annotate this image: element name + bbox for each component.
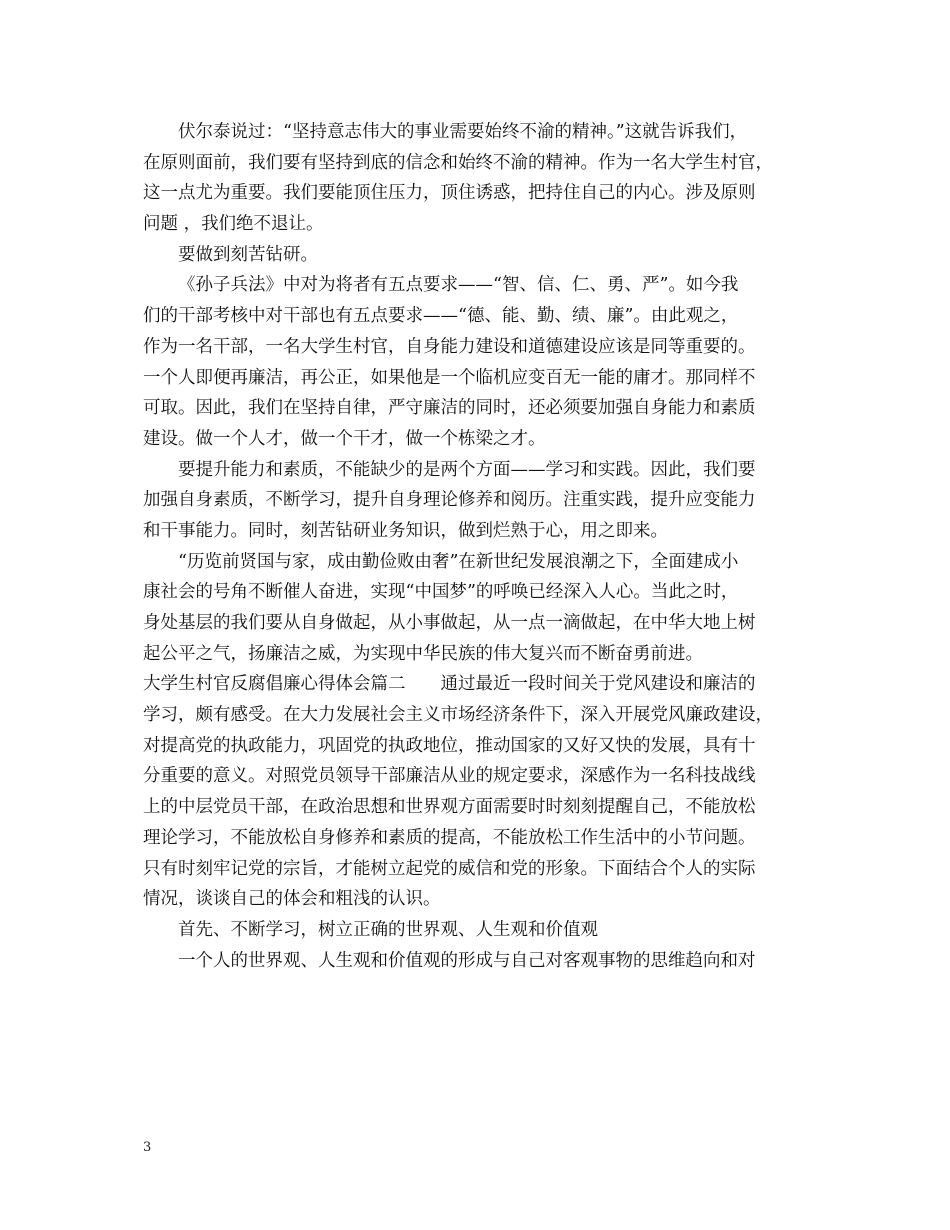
- text-line: 建设。做一个人才，做一个干才，做一个栋梁之才。: [143, 428, 546, 449]
- text-line: 《孙子兵法》中对为将者有五点要求——“智、信、仁、勇、严”。如今我: [178, 275, 739, 296]
- section-heading: 首先、不断学习，树立正确的世界观、人生观和价值观: [178, 919, 598, 940]
- text-line: 在原则面前，我们要有坚持到底的信念和始终不渝的精神。作为一名大学生村官，: [143, 152, 773, 173]
- text-line: 一个人的世界观、人生观和价值观的形成与自己对客观事物的思维趋向和对: [178, 950, 756, 971]
- text-line: 加强自身素质，不断学习，提升自身理论修养和阅历。注重实践，提升应变能力: [143, 490, 756, 511]
- text-line: 情况，谈谈自己的体会和粗浅的认识。: [143, 889, 441, 910]
- text-line: 作为一名干部，一名大学生村官，自身能力建设和道德建设应该是同等重要的。: [143, 336, 756, 357]
- text-line: 们的干部考核中对干部也有五点要求——“德、能、勤、绩、廉”。由此观之，: [143, 306, 739, 327]
- text-line: 可取。因此，我们在坚持自律，严守廉洁的同时，还必须要加强自身能力和素质: [143, 398, 756, 419]
- text-line: 身处基层的我们要从自身做起，从小事做起，从一点一滴做起，在中华大地上树: [143, 613, 756, 633]
- section-heading: 要做到刻苦钻研。: [178, 244, 318, 265]
- text-line: 上的中层党员干部，在政治思想和世界观方面需要时时刻刻提醒自己，不能放松: [143, 797, 756, 818]
- article-title-line: 大学生村官反腐倡廉心得体会篇二 通过最近一段时间关于党风建设和廉洁的: [143, 674, 756, 695]
- text-line: 学习，颇有感受。在大力发展社会主义市场经济条件下，深入开展党风廉政建设，: [143, 705, 773, 726]
- text-line: 康社会的号角不断催人奋进，实现“中国梦”的呼唤已经深入人心。当此之时，: [143, 582, 739, 603]
- text-line: 理论学习，不能放松自身修养和素质的提高，不能放松工作生活中的小节问题。: [143, 827, 756, 848]
- page-number: 3: [143, 1140, 152, 1155]
- text-line: 这一点尤为重要。我们要能顶住压力，顶住诱惑，把持住自己的内心。涉及原则: [143, 183, 756, 204]
- text-line: 对提高党的执政能力，巩固党的执政地位，推动国家的又好又快的发展，具有十: [143, 735, 756, 756]
- document-body: [143, 117, 823, 976]
- text-line: “历览前贤国与家，成由勤俭败由奢”在新世纪发展浪潮之下，全面建成小: [178, 551, 739, 572]
- text-line: 和干事能力。同时，刻苦钻研业务知识，做到烂熟于心，用之即来。: [143, 520, 668, 541]
- text-line: 问题 ，我们绝不退让。: [143, 214, 324, 235]
- text-line: 只有时刻牢记党的宗旨，才能树立起党的威信和党的形象。下面结合个人的实际: [143, 858, 756, 879]
- text-line: 要提升能力和素质，不能缺少的是两个方面——学习和实践。因此，我们要: [178, 459, 756, 480]
- text-line: 一个人即便再廉洁，再公正，如果他是一个临机应变百无一能的庸才。那同样不: [143, 367, 756, 388]
- text-line: 伏尔泰说过：“坚持意志伟大的事业需要始终不渝的精神。”这就告诉我们，: [178, 122, 748, 142]
- text-line: 分重要的意义。对照党员领导干部廉洁从业的规定要求，深感作为一名科技战线: [143, 766, 756, 787]
- text-line: 起公平之气，扬廉洁之威，为实现中华民族的伟大复兴而不断奋勇前进。: [143, 643, 703, 664]
